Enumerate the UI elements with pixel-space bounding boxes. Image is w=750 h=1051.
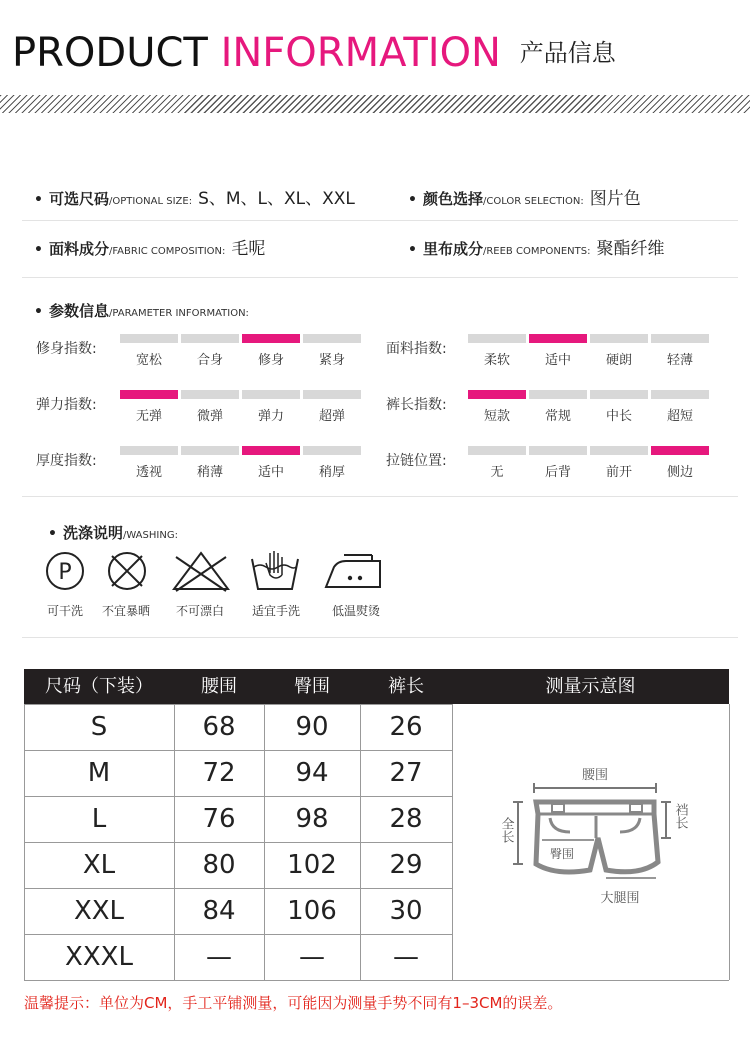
table-cell: 72 (202, 758, 236, 788)
param-scale-bar (468, 334, 709, 343)
param-option: 稍厚 (318, 465, 345, 480)
table-cell: 29 (389, 850, 423, 880)
table-gridline (24, 704, 452, 705)
param-option: 硬朗 (605, 353, 632, 368)
param-label: 弹力指数: (36, 397, 97, 413)
lining-value: 聚酯纤维 (596, 239, 665, 259)
info-fabric: • 面料成分/FABRIC COMPOSITION: 毛呢 (34, 239, 266, 259)
param-option: 弹力 (257, 409, 284, 424)
divider (22, 277, 738, 278)
table-gridline (452, 704, 453, 980)
param-label: 拉链位置: (386, 453, 447, 469)
divider (22, 220, 738, 221)
param-option: 短款 (483, 409, 510, 424)
param-label: 裤长指数: (386, 397, 447, 413)
fabric-value: 毛呢 (231, 239, 266, 259)
title-chinese: 产品信息 (519, 39, 616, 67)
param-scale-bar (120, 334, 361, 343)
lining-sub: /REEB COMPONENTS: (482, 246, 591, 257)
scale-segment (181, 390, 239, 399)
no-sun-dry-label: 不宜暴晒 (101, 604, 150, 618)
header-hip: 臀围 (294, 676, 330, 697)
table-cell: 84 (202, 896, 236, 926)
table-cell: 98 (295, 804, 329, 834)
low-iron-label: 低温熨烫 (331, 604, 380, 618)
measurement-diagram (490, 752, 700, 922)
table-gridline (24, 842, 452, 843)
diagram-hip-label: 臀围 (549, 847, 575, 861)
hatch-divider (0, 95, 750, 113)
scale-segment (303, 446, 361, 455)
low-iron-icon (318, 545, 388, 597)
param-option: 紧身 (318, 353, 345, 368)
param-scale-bar (120, 390, 361, 399)
param-options (468, 461, 709, 480)
scale-segment (468, 446, 526, 455)
size-label-cell: XL (82, 850, 116, 880)
param-scale-bar (468, 446, 709, 455)
dry-clean-symbol: P (58, 560, 72, 585)
param-option: 合身 (196, 353, 223, 368)
parameter-label: 参数信息 (48, 302, 109, 320)
table-cell: — (393, 942, 419, 972)
page-title (12, 30, 616, 76)
param-scale-bar (120, 446, 361, 455)
scale-segment (590, 390, 648, 399)
size-label-cell: XXXL (65, 942, 133, 972)
divider (22, 637, 738, 638)
sizes-sub: /OPTIONAL SIZE: (108, 196, 193, 207)
hand-wash-label: 适宜手洗 (251, 604, 300, 618)
diagram-thigh-label: 大腿围 (600, 891, 640, 906)
title-word-information: INFORMATION (220, 30, 501, 76)
table-cell: 90 (295, 712, 329, 742)
param-option: 透视 (135, 465, 162, 480)
param-option: 柔软 (483, 353, 510, 368)
param-option: 无 (490, 465, 504, 480)
header-diagram: 测量示意图 (545, 676, 636, 697)
table-cell: 68 (202, 712, 236, 742)
param-option: 微弹 (196, 409, 223, 424)
parameter-heading: • 参数信息/PARAMETER INFORMATION: (34, 302, 249, 320)
sizes-label: 可选尺码 (48, 190, 109, 208)
header-size: 尺码（下装） (45, 676, 153, 697)
scale-segment-selected (242, 446, 300, 455)
param-option: 适中 (544, 353, 571, 368)
table-gridline (729, 704, 730, 980)
scale-segment (651, 334, 709, 343)
table-cell: 106 (287, 896, 337, 926)
diagram-length-label: 全长 (498, 817, 514, 843)
scale-segment (303, 390, 361, 399)
fabric-sub: /FABRIC COMPOSITION: (108, 246, 226, 257)
scale-segment (651, 390, 709, 399)
param-label: 厚度指数: (36, 453, 97, 469)
table-cell: 94 (295, 758, 329, 788)
scale-segment-selected (529, 334, 587, 343)
hand-wash-icon (240, 545, 310, 597)
washing-sub: /WASHING: (122, 530, 178, 541)
table-cell: — (299, 942, 325, 972)
parameter-sub: /PARAMETER INFORMATION: (108, 308, 249, 319)
scale-segment (529, 446, 587, 455)
param-option: 超弹 (318, 409, 345, 424)
lining-label: 里布成分 (422, 240, 483, 258)
scale-segment (181, 446, 239, 455)
sizes-value: S、M、L、XL、XXL (198, 189, 355, 209)
param-options (120, 461, 361, 480)
param-option: 前开 (605, 465, 632, 480)
param-options (468, 349, 709, 368)
table-cell: 80 (202, 850, 236, 880)
param-option: 无弹 (135, 409, 162, 424)
table-cell: 30 (389, 896, 423, 926)
size-label-cell: XXL (73, 896, 125, 926)
param-options (120, 349, 361, 368)
fabric-label: 面料成分 (48, 240, 109, 258)
param-option: 修身 (257, 353, 284, 368)
param-option: 后背 (544, 465, 571, 480)
param-option: 侧边 (666, 465, 693, 480)
param-options (468, 405, 709, 424)
header-waist: 腰围 (201, 676, 237, 697)
scale-segment-selected (651, 446, 709, 455)
color-value: 图片色 (589, 189, 641, 209)
info-lining: • 里布成分/REEB COMPONENTS: 聚酯纤维 (408, 239, 665, 259)
param-option: 稍薄 (196, 465, 223, 480)
table-cell: 28 (389, 804, 423, 834)
dry-clean-label: 可干洗 (46, 604, 83, 618)
info-sizes: • 可选尺码/OPTIONAL SIZE: S、M、L、XL、XXL (34, 189, 355, 209)
diagram-rise-label: 裆长 (672, 803, 688, 829)
param-scale-bar (468, 390, 709, 399)
scale-segment (181, 334, 239, 343)
dry-clean-icon (30, 545, 100, 597)
param-option: 轻薄 (666, 353, 693, 368)
table-gridline (452, 980, 729, 981)
no-bleach-label: 不可漂白 (175, 604, 224, 618)
scale-segment (120, 446, 178, 455)
scale-segment-selected (468, 390, 526, 399)
no-sun-dry-icon (92, 545, 162, 597)
scale-segment (468, 334, 526, 343)
header-length: 裤长 (388, 676, 424, 697)
param-label: 修身指数: (36, 341, 97, 357)
scale-segment (529, 390, 587, 399)
table-cell: 26 (389, 712, 423, 742)
washing-label: 洗涤说明 (62, 524, 123, 542)
color-label: 颜色选择 (422, 190, 483, 208)
washing-heading: • 洗涤说明/WASHING: (48, 524, 178, 542)
table-gridline (24, 750, 452, 751)
scale-segment-selected (120, 390, 178, 399)
info-color: • 颜色选择/COLOR SELECTION: 图片色 (408, 189, 641, 209)
size-label-cell: M (87, 758, 111, 788)
scale-segment (120, 334, 178, 343)
scale-segment (303, 334, 361, 343)
param-option: 宽松 (135, 353, 162, 368)
param-option: 适中 (257, 465, 284, 480)
diagram-waist-label: 腰围 (581, 768, 609, 783)
divider (22, 496, 738, 497)
scale-segment-selected (242, 334, 300, 343)
color-sub: /COLOR SELECTION: (482, 196, 584, 207)
param-label: 面料指数: (386, 341, 447, 357)
table-cell: 76 (202, 804, 236, 834)
table-cell: — (206, 942, 232, 972)
param-options (120, 405, 361, 424)
table-gridline (24, 934, 452, 935)
param-option: 超短 (666, 409, 693, 424)
scale-segment (590, 334, 648, 343)
table-cell: 27 (389, 758, 423, 788)
no-bleach-icon (166, 545, 236, 597)
table-cell: 102 (287, 850, 337, 880)
size-label-cell: S (90, 712, 108, 742)
param-option: 常规 (544, 409, 571, 424)
table-gridline (24, 796, 452, 797)
table-gridline (24, 980, 452, 981)
param-option: 中长 (605, 409, 632, 424)
table-gridline (24, 888, 452, 889)
scale-segment (242, 390, 300, 399)
size-label-cell: L (91, 804, 107, 834)
scale-segment (590, 446, 648, 455)
measurement-tip: 温馨提示：单位为CM，手工平铺测量，可能因为测量手势不同有1–3CM的误差。 (24, 994, 563, 1012)
title-word-product: PRODUCT (12, 30, 208, 76)
